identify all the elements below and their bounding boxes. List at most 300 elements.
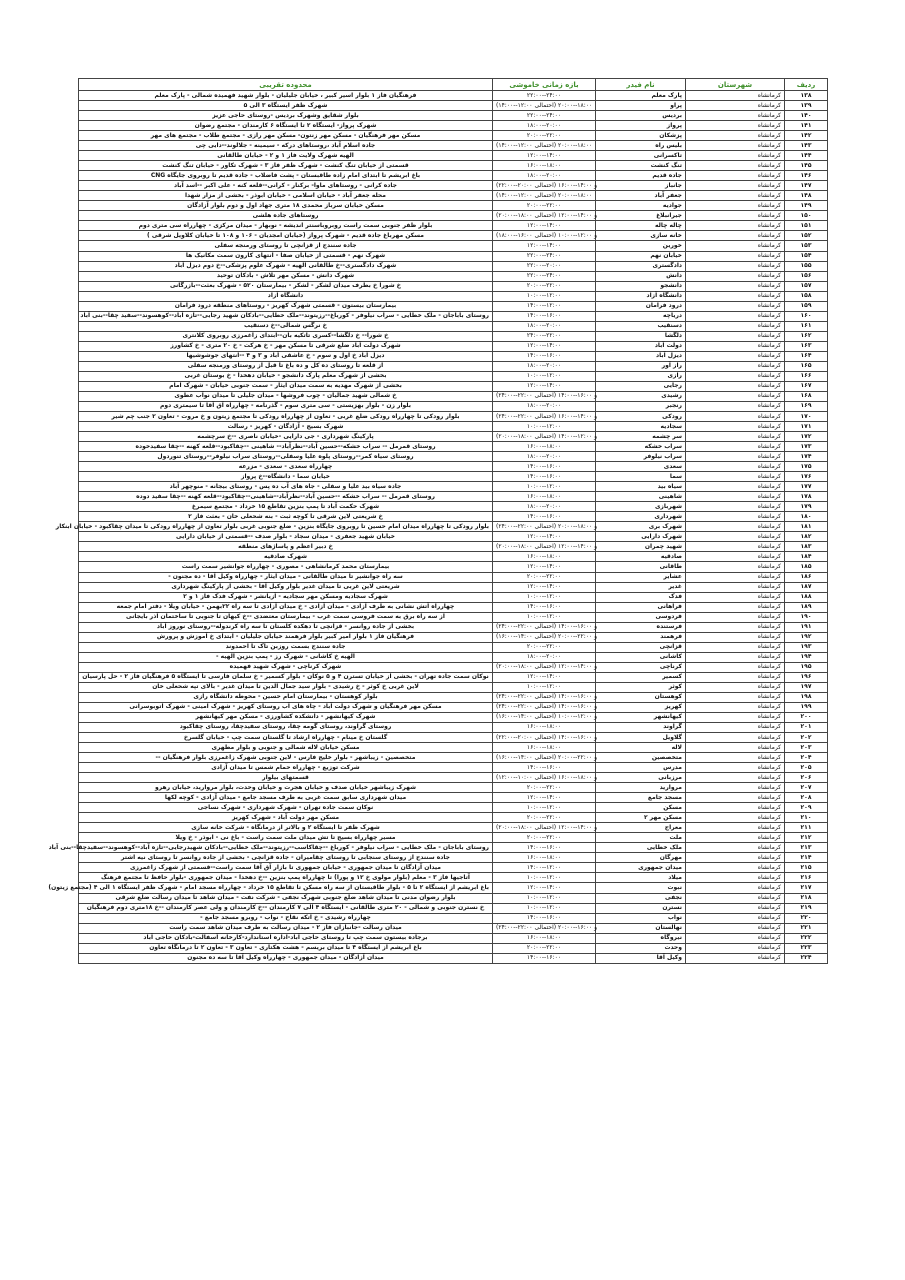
city-cell: کرمانشاه xyxy=(686,351,785,361)
row-number-cell: ۲۰۷ xyxy=(785,783,828,793)
row-number-cell: ۲۲۳ xyxy=(785,943,828,953)
outage-time-cell: ۱۸:۰۰--۲۰:۰۰ xyxy=(493,171,596,181)
city-cell: کرمانشاه xyxy=(686,662,785,672)
table-row xyxy=(79,833,828,843)
area-cell: مسکن مهر فرهنگیان - مسکن مهر زنتون- مسکن مهر رازی - مجتمع طلاب - مجتمع های مهر xyxy=(79,131,493,141)
outage-time-cell: ۱۲:۰۰--۱۴:۰۰ xyxy=(493,562,596,572)
feeder-name-cell: سما xyxy=(596,472,686,482)
area-cell: شهرک سجادیه ومسکن مهر سجادیه - آزیانشر - شهرک فدک فاز ۱ و ۲ xyxy=(79,592,493,602)
table-row xyxy=(79,131,828,141)
outage-time-cell: ۱۰:۰۰--۱۲:۰۰ xyxy=(493,291,596,301)
outage-time-cell: ۱۸:۰۰--۲۰:۰۰ xyxy=(493,361,596,371)
header-approximate-area: محدوده تقریبی xyxy=(79,79,493,91)
feeder-name-cell: شهربازی xyxy=(596,502,686,512)
city-cell: کرمانشاه xyxy=(686,542,785,552)
feeder-name-cell: رشیدی xyxy=(596,391,686,401)
table-row xyxy=(79,171,828,181)
outage-time-cell: ۲۲:۰۰--۲۴:۰۰ xyxy=(493,111,596,121)
outage-time-cell: ۱۲:۰۰--۱۴:۰۰ xyxy=(493,672,596,682)
table-row xyxy=(79,291,828,301)
outage-time-cell: (احتمالی ۱۶:۰۰--۱۸:۰۰) و ۱۲:۰۰--۱۰:۰۰ xyxy=(493,231,596,241)
feeder-name-cell: تاکسرانی xyxy=(596,151,686,161)
row-number-cell: ۱۴۱ xyxy=(785,121,828,131)
area-cell: چهارراه سعدی - سعدی - مزرعه xyxy=(79,462,493,472)
row-number-cell: ۱۵۳ xyxy=(785,241,828,251)
city-cell: کرمانشاه xyxy=(686,692,785,702)
row-number-cell: ۱۴۴ xyxy=(785,151,828,161)
outage-table-wrapper xyxy=(48,78,827,964)
table-row xyxy=(79,231,828,241)
table-row xyxy=(79,652,828,662)
area-cell: دیزل آباد خ اول و سوم - خ عاشقی آباد و ۳ و ۴ --انتهای جوشوشیها xyxy=(79,351,493,361)
table-row xyxy=(79,191,828,201)
row-number-cell: ۱۷۴ xyxy=(785,452,828,462)
outage-time-cell: (احتمالی ۲۲:۰۰--۲۴:۰۰) و ۱۶:۰۰--۱۴:۰۰ xyxy=(493,702,596,712)
area-cell: خ شمالی شهید جمالیان - چوب فروشها - میدان جلیلی تا میدان نوآب عطوی xyxy=(79,391,493,401)
outage-time-cell: ۱۴:۰۰--۱۶:۰۰ xyxy=(493,462,596,472)
table-row xyxy=(79,462,828,472)
outage-time-cell: ۱۰:۰۰--۱۲:۰۰ xyxy=(493,371,596,381)
city-cell: کرمانشاه xyxy=(686,893,785,903)
table-row xyxy=(79,773,828,783)
feeder-name-cell: لاله xyxy=(596,743,686,753)
feeder-name-cell: کهریز xyxy=(596,702,686,712)
feeder-name-cell: نجفی xyxy=(596,893,686,903)
city-cell: کرمانشاه xyxy=(686,391,785,401)
city-cell: کرمانشاه xyxy=(686,953,785,963)
table-row xyxy=(79,381,828,391)
table-row xyxy=(79,893,828,903)
outage-time-cell: ۲۲:۰۰--۲۴:۰۰ xyxy=(493,251,596,261)
feeder-name-cell: شهرک دارایی xyxy=(596,532,686,542)
city-cell: کرمانشاه xyxy=(686,321,785,331)
row-number-cell: ۱۸۲ xyxy=(785,532,828,542)
city-cell: کرمانشاه xyxy=(686,422,785,432)
table-row xyxy=(79,843,828,853)
city-cell: کرمانشاه xyxy=(686,682,785,692)
row-number-cell: ۱۷۵ xyxy=(785,462,828,472)
outage-time-cell: ۱۸:۰۰--۲۰:۰۰ xyxy=(493,502,596,512)
table-row xyxy=(79,401,828,411)
area-cell: روستای قمرمل -- سراب خشکه--حسین آباد--نظرآباد-- شاهینی --چقاکبود--قلعه کهنه --چقا سفیدخوده xyxy=(79,442,493,452)
feeder-name-cell: دسنقیب xyxy=(596,321,686,331)
row-number-cell: ۲۰۹ xyxy=(785,803,828,813)
row-number-cell: ۱۷۷ xyxy=(785,482,828,492)
feeder-name-cell: فردوسی xyxy=(596,612,686,622)
outage-time-cell: ۱۲:۰۰--۱۴:۰۰ xyxy=(493,532,596,542)
row-number-cell: ۲۱۵ xyxy=(785,863,828,873)
outage-time-cell: ۲۰:۰۰--۲۲:۰۰ xyxy=(493,201,596,211)
table-row xyxy=(79,301,828,311)
feeder-name-cell: مرزبانی xyxy=(596,773,686,783)
feeder-name-cell: جیرانبلاغ xyxy=(596,211,686,221)
row-number-cell: ۱۶۴ xyxy=(785,351,828,361)
outage-time-cell: ۱۲:۰۰--۱۴:۰۰ xyxy=(493,341,596,351)
city-cell: کرمانشاه xyxy=(686,101,785,111)
table-row xyxy=(79,321,828,331)
table-row xyxy=(79,813,828,823)
outage-time-cell: ۲۴:۰۰--۲۲:۰۰ xyxy=(493,331,596,341)
row-number-cell: ۲۰۱ xyxy=(785,722,828,732)
table-row xyxy=(79,823,828,833)
area-cell: میدان شهرداری سابق سمت غربی به طرف مسجد جامع - میدان آزادی - کوچه لکها xyxy=(79,793,493,803)
row-number-cell: ۲۰۲ xyxy=(785,733,828,743)
row-number-cell: ۱۶۶ xyxy=(785,371,828,381)
area-cell: جاده سنندج از روستای سنجابی تا روستای چقامیران - جاده قزانچی - بخشی از جاده روانسر تا روستای نیه اشتر xyxy=(79,853,493,863)
city-cell: کرمانشاه xyxy=(686,803,785,813)
area-cell: الهیه خ کاشانی - شهرک رز - پمپ بنزین الهیه - xyxy=(79,652,493,662)
feeder-name-cell: جوادیه xyxy=(596,201,686,211)
city-cell: کرمانشاه xyxy=(686,712,785,722)
table-row xyxy=(79,712,828,722)
row-number-cell: ۲۰۵ xyxy=(785,763,828,773)
feeder-name-cell: طاقانی xyxy=(596,562,686,572)
table-row xyxy=(79,251,828,261)
area-cell: سه راه جوانشیر تا میدان طالقانی - میدان ایثار - چهارراه وکیل آقا - ده مجنون - xyxy=(79,572,493,582)
feeder-name-cell: فراهانی xyxy=(596,602,686,612)
feeder-name-cell: نواب xyxy=(596,913,686,923)
table-row xyxy=(79,442,828,452)
outage-time-cell: (احتمالی ۲۰:۰۰--۲۲:۰۰) و ۱۶:۰۰--۱۴:۰۰ xyxy=(493,733,596,743)
row-number-cell: ۱۷۳ xyxy=(785,442,828,452)
feeder-name-cell: مسجد جامع xyxy=(596,793,686,803)
area-cell: الهیه شهرک ولایت فاز ۱ و ۲ - خیابان طالقانی xyxy=(79,151,493,161)
outage-time-cell: (احتمالی ۱۸:۰۰--۲۰:۰۰) و ۱۴:۰۰--۱۲:۰۰ xyxy=(493,542,596,552)
feeder-name-cell: رجایی xyxy=(596,381,686,391)
row-number-cell: ۱۷۰ xyxy=(785,412,828,422)
outage-time-cell: (احتمالی ۱۰:۰۰--۱۲:۰۰) و ۱۸:۰۰--۱۶:۰۰ xyxy=(493,773,596,783)
area-cell: مسیر چهارراه بسیج تا تش میدان ملت سمت راست - باغ نی - ابوذر - خ ویلا xyxy=(79,833,493,843)
outage-time-cell: ۱۰:۰۰--۱۲:۰۰ xyxy=(493,612,596,622)
row-number-cell: ۱۷۶ xyxy=(785,472,828,482)
feeder-name-cell: عشایر xyxy=(596,572,686,582)
table-row xyxy=(79,572,828,582)
row-number-cell: ۲۰۶ xyxy=(785,773,828,783)
row-number-cell: ۱۸۵ xyxy=(785,562,828,572)
outage-time-cell: (احتمالی ۱۸:۰۰--۲۰:۰۰) و ۱۴:۰۰--۱۲:۰۰ xyxy=(493,823,596,833)
outage-time-cell: ۱۲:۰۰--۱۴:۰۰ xyxy=(493,381,596,391)
feeder-name-cell: رازی xyxy=(596,371,686,381)
outage-time-cell: ۱۶:۰۰--۱۸:۰۰ xyxy=(493,552,596,562)
outage-time-cell: ۱۰:۰۰--۱۲:۰۰ xyxy=(493,592,596,602)
feeder-name-cell: شهرداری xyxy=(596,512,686,522)
table-row xyxy=(79,933,828,943)
area-cell: آتاجیها فاز ۳ - معلم (بلوار مولوی خ ۱۲ و پورا) تا چهارراه پمپ بنزین --خ دهخدا - میدان جمهوری -بلوار حافظ تا مجتمع فرهنگ xyxy=(79,873,493,883)
table-row xyxy=(79,863,828,873)
feeder-name-cell: صادقیه xyxy=(596,552,686,562)
row-number-cell: ۱۴۰ xyxy=(785,111,828,121)
area-cell: نوکان سمت جاده تهران - شهرک شهرداری - شهرک نساجی xyxy=(79,803,493,813)
feeder-name-cell: مروارید xyxy=(596,783,686,793)
outage-time-cell: ۲۲:۰۰--۲۴:۰۰ xyxy=(493,271,596,281)
city-cell: کرمانشاه xyxy=(686,562,785,572)
feeder-name-cell: کوهستان xyxy=(596,692,686,702)
row-number-cell: ۱۸۸ xyxy=(785,592,828,602)
area-cell: مسکن مهر دولت آباد - شهرک کهریز xyxy=(79,813,493,823)
area-cell: روستای قمرمل -- سراب خشکه --حسین آباد--نظرآباد--شاهینی--چقاکبود--قلعه کهنه --چقا سفید دوده xyxy=(79,492,493,502)
city-cell: کرمانشاه xyxy=(686,702,785,712)
city-cell: کرمانشاه xyxy=(686,311,785,321)
city-cell: کرمانشاه xyxy=(686,401,785,411)
outage-time-cell: (احتمالی ۱۴:۰۰--۱۶:۰۰) و ۲۲:۰۰--۲۰:۰۰ xyxy=(493,632,596,642)
outage-time-cell: ۱۶:۰۰--۱۸:۰۰ xyxy=(493,853,596,863)
table-row xyxy=(79,753,828,763)
row-number-cell: ۱۳۸ xyxy=(785,91,828,101)
city-cell: کرمانشاه xyxy=(686,171,785,181)
outage-time-cell: ۱۶:۰۰--۱۸:۰۰ xyxy=(493,933,596,943)
feeder-name-cell: گلاویل xyxy=(596,733,686,743)
area-cell: باغ ابریشم از ایستگاه ۴ تا میدان بریسم - هشت هکتاری - تعاون ۳ - تعاون ۲ تا درمانگاه تعاون xyxy=(79,943,493,953)
feeder-name-cell: جعفر آباد xyxy=(596,191,686,201)
row-number-cell: ۱۵۴ xyxy=(785,251,828,261)
outage-time-cell: ۲۰:۰۰--۲۲:۰۰ xyxy=(493,572,596,582)
outage-time-cell: (احتمالی ۱۸:۰۰--۲۰:۰۰) و ۱۴:۰۰--۱۲:۰۰ xyxy=(493,211,596,221)
feeder-name-cell: نیروگاه xyxy=(596,933,686,943)
row-number-cell: ۱۸۶ xyxy=(785,572,828,582)
city-cell: کرمانشاه xyxy=(686,873,785,883)
row-number-cell: ۱۵۸ xyxy=(785,291,828,301)
city-cell: کرمانشاه xyxy=(686,111,785,121)
feeder-name-cell: رودکی xyxy=(596,412,686,422)
city-cell: کرمانشاه xyxy=(686,462,785,472)
area-cell: مسکن مهرباغ جاده قدیم - شهرک پرواز (خیابان امجدیان - ۱۰۶ و ۱۰۸ تا خیابان کلاویل شرقی ) xyxy=(79,231,493,241)
feeder-name-cell: دانشگاه آزاد xyxy=(596,291,686,301)
table-row xyxy=(79,672,828,682)
row-number-cell: ۱۹۷ xyxy=(785,682,828,692)
row-number-cell: ۱۹۱ xyxy=(785,622,828,632)
outage-time-cell: ۱۰:۰۰--۱۲:۰۰ xyxy=(493,873,596,883)
area-cell: جاده سیاه بید علیا و سفلی - جاه های آب ده پس - روستای بیجانه - منوچهر آباد xyxy=(79,482,493,492)
row-number-cell: ۱۹۸ xyxy=(785,692,828,702)
row-number-cell: ۲۰۸ xyxy=(785,793,828,803)
row-number-cell: ۱۹۹ xyxy=(785,702,828,712)
city-cell: کرمانشاه xyxy=(686,412,785,422)
outage-time-cell: ۲۰:۰۰--۲۲:۰۰ xyxy=(493,281,596,291)
feeder-name-cell: فدک xyxy=(596,592,686,602)
feeder-name-cell: شاهینی xyxy=(596,492,686,502)
feeder-name-cell: پارک معلم xyxy=(596,91,686,101)
city-cell: کرمانشاه xyxy=(686,783,785,793)
table-row xyxy=(79,412,828,422)
outage-time-cell: ۱۴:۰۰--۱۲:۰۰ xyxy=(493,301,596,311)
table-row xyxy=(79,662,828,672)
city-cell: کرمانشاه xyxy=(686,943,785,953)
area-cell: بلوار ظفر جنوبی سمت راست روبروباسنتر اندیشه - نوبهار - میدان مرکزی - چهارراه سی متری دوم xyxy=(79,221,493,231)
row-number-cell: ۱۳۹ xyxy=(785,101,828,111)
area-cell: مسکن مهر فرهنگیان و شهرک دولت آباد - چاه های آب روستای کهریز - شهرک امینی - شهرک اتوبوسرانی xyxy=(79,702,493,712)
area-cell: بلوار شقایق وشهرک بردیس -روستای حاجی عزیز xyxy=(79,111,493,121)
area-cell: بلوار رودکی تا چهارراه میدان امام حسین تا روبروی جایگاه بنزین - ضلع جنوبی غربی بلوار تعاون از چهارراه رودکی تا میدان چقاکبود - خیابان ابنکار xyxy=(79,522,493,532)
outage-time-cell: ۲۰:۰۰--۲۲:۰۰ xyxy=(493,642,596,652)
outage-time-cell: ۱۲:۰۰--۱۴:۰۰ xyxy=(493,241,596,251)
table-row xyxy=(79,692,828,702)
feeder-name-cell: کوثر xyxy=(596,682,686,692)
feeder-name-cell: سر چشمه xyxy=(596,432,686,442)
area-cell: فرهنگیان فاز ۱ بلوار امیر کبیر بلوار فرهمند خیابان جلیلیان - ابتدای خ آموزش و پرورش xyxy=(79,632,493,642)
table-row xyxy=(79,542,828,552)
area-cell: مسکن خیابان لاله شمالی و جنوبی و بلوار مطهری xyxy=(79,743,493,753)
city-cell: کرمانشاه xyxy=(686,482,785,492)
area-cell: قسمتهای بیلوار xyxy=(79,773,493,783)
area-cell: لاین غربی خ کوثر - خ رشیدی - بلوار سید جمال الدین تا میدان غدیر - بالای تپه شحعلی خان xyxy=(79,682,493,692)
table-row xyxy=(79,311,828,321)
feeder-name-cell: مدرس xyxy=(596,763,686,773)
feeder-name-cell: جانباز xyxy=(596,181,686,191)
feeder-name-cell: ملت xyxy=(596,833,686,843)
city-cell: کرمانشاه xyxy=(686,833,785,843)
feeder-name-cell: خانه سازی xyxy=(596,231,686,241)
area-cell: فرهنگیان فاز ۱ بلوار اسیر کبیر ، خیابان جلیلیان - بلوار شهید فهمیده شمالی - پارک معلم xyxy=(79,91,493,101)
city-cell: کرمانشاه xyxy=(686,813,785,823)
table-row xyxy=(79,682,828,692)
area-cell: شهرک پرواز- ایستگاه ۲ تا ایستگاه ۶ کارمندان - مجتمع رضوان xyxy=(79,121,493,131)
table-row xyxy=(79,913,828,923)
table-row xyxy=(79,141,828,151)
row-number-cell: ۱۹۲ xyxy=(785,632,828,642)
outage-time-cell: (احتمالی ۱۸:۰۰--۲۰:۰۰) و ۱۲:۰۰--۱۴:۰۰ xyxy=(493,432,596,442)
area-cell: روستاهای جاده هلشی xyxy=(79,211,493,221)
table-row xyxy=(79,391,828,401)
area-cell: خیابان شهید جعفری - میدان سجاد - بلوار صدف --قسمتی از خیابان دارایی xyxy=(79,532,493,542)
table-header-row xyxy=(79,79,828,91)
table-row xyxy=(79,351,828,361)
table-row xyxy=(79,91,828,101)
city-cell: کرمانشاه xyxy=(686,582,785,592)
outage-time-cell: ۱۴:۰۰--۱۶:۰۰ xyxy=(493,602,596,612)
city-cell: کرمانشاه xyxy=(686,592,785,602)
area-cell: شهرک دولت آباد ضلع شرقی تا مسکن مهر - خ هرکت - خ ۲۰ متری - خ کشاورز xyxy=(79,341,493,351)
feeder-name-cell: رنجبر xyxy=(596,401,686,411)
table-row xyxy=(79,502,828,512)
area-cell: شهرک زیباشهر خیابان صدف و خیابان هجرت و خیابان وحدت، بلوار مروارید، خیابان رهرو xyxy=(79,783,493,793)
area-cell: مسکن خیابان سرباز محمدی ۱۸ متری جهاد اول و دوم بلوار آزادگان xyxy=(79,201,493,211)
city-cell: کرمانشاه xyxy=(686,472,785,482)
feeder-name-cell: وحدت xyxy=(596,943,686,953)
area-cell: از قلعه تا روستای ده کل و ده باغ تا قبل از روستای ورمنجه سفلی xyxy=(79,361,493,371)
area-cell: بلوار رضوان مدنی تا میدان شاهد ضلع جنوبی شهرک نجفی - شرکت نفت - میدان شاهد تا میدان رسالت ضلع شرقی xyxy=(79,893,493,903)
feeder-name-cell: دانش xyxy=(596,271,686,281)
feeder-name-cell: راز آور xyxy=(596,361,686,371)
feeder-name-cell: خیابان نهم xyxy=(596,251,686,261)
area-cell: باغ ابریشم از ایستگاه ۲ تا ۵ - بلوار طاقبستان از سه راه مسکن تا تقاطع ۱۵ خرداد - چهارراه مسجد امام - شهرک ظفر ایستگاه ۱ الی ۴ (مجتمع زیتون) xyxy=(79,883,493,893)
outage-time-cell: ۱۲:۰۰--۱۴:۰۰ xyxy=(493,883,596,893)
outage-time-cell: ۱۶:۰۰--۱۸:۰۰ xyxy=(493,442,596,452)
city-cell: کرمانشاه xyxy=(686,652,785,662)
table-row xyxy=(79,151,828,161)
table-row xyxy=(79,582,828,592)
header-feeder-name: نام فیدر xyxy=(596,79,686,91)
row-number-cell: ۲۱۱ xyxy=(785,823,828,833)
outage-time-cell: ۱۸:۰۰--۲۰:۰۰ xyxy=(493,321,596,331)
area-cell: خ شریعتی لاین شرقی تا کوچه ثبت - بنه شحعلی خان - بعثت فاز ۲ xyxy=(79,512,493,522)
table-row xyxy=(79,181,828,191)
area-cell: شهرک ظفر ایستگاه ۳ الی ۵ xyxy=(79,101,493,111)
table-row xyxy=(79,562,828,572)
outage-time-cell: ۱۶:۰۰--۱۸:۰۰ xyxy=(493,743,596,753)
table-row xyxy=(79,702,828,712)
row-number-cell: ۱۶۱ xyxy=(785,321,828,331)
area-cell: خ دبیر اعظم و پاساژهای منطقه xyxy=(79,542,493,552)
table-row xyxy=(79,331,828,341)
feeder-name-cell: غدیر xyxy=(596,582,686,592)
table-row xyxy=(79,121,828,131)
area-cell: جاده سنندج بسمت روزبن تاک تا احمدوند xyxy=(79,642,493,652)
row-number-cell: ۱۴۹ xyxy=(785,201,828,211)
table-row xyxy=(79,733,828,743)
outage-time-cell: (احتمالی ۱۴:۰۰--۱۶:۰۰) و ۲۲:۰۰--۲۰:۰۰ xyxy=(493,753,596,763)
area-cell: بیمارستان بیستون - قسمتی شهرک کهریز - روستاهای منطقه درود فرامان xyxy=(79,301,493,311)
feeder-name-cell: کیهانشهر xyxy=(596,712,686,722)
city-cell: کرمانشاه xyxy=(686,301,785,311)
feeder-name-cell: میدان جمهوری xyxy=(596,863,686,873)
header-outage-time: بازه زمانی خاموشی xyxy=(493,79,596,91)
city-cell: کرمانشاه xyxy=(686,442,785,452)
feeder-name-cell: شهرک بری xyxy=(596,522,686,532)
row-number-cell: ۱۴۸ xyxy=(785,191,828,201)
row-number-cell: ۱۵۷ xyxy=(785,281,828,291)
outage-time-cell: ۲۰:۰۰--۲۲:۰۰ xyxy=(493,833,596,843)
table-row xyxy=(79,221,828,231)
area-cell: بلوار زن - بلوار بهزیستی - سی متری سوم - گذرنامه - چهارراه آق آقا تا سیمتری دوم xyxy=(79,401,493,411)
row-number-cell: ۲۱۲ xyxy=(785,833,828,843)
row-number-cell: ۲۰۳ xyxy=(785,743,828,753)
feeder-name-cell: شهید چمران xyxy=(596,542,686,552)
outage-time-cell: ۱۰:۰۰--۱۲:۰۰ xyxy=(493,682,596,692)
city-cell: کرمانشاه xyxy=(686,271,785,281)
feeder-name-cell: سراب خشکه xyxy=(596,442,686,452)
outage-time-cell: ۲۰:۰۰--۲۲:۰۰ xyxy=(493,783,596,793)
feeder-name-cell: جاده قدیم xyxy=(596,171,686,181)
row-number-cell: ۱۷۱ xyxy=(785,422,828,432)
feeder-name-cell: خورین xyxy=(596,241,686,251)
feeder-name-cell: مهرگان xyxy=(596,853,686,863)
row-number-cell: ۱۸۴ xyxy=(785,552,828,562)
city-cell: کرمانشاه xyxy=(686,221,785,231)
city-cell: کرمانشاه xyxy=(686,933,785,943)
table-row xyxy=(79,923,828,933)
outage-time-cell: ۱۴:۰۰--۱۶:۰۰ xyxy=(493,512,596,522)
area-cell: گلستان خ مینام - چهارراه ارشاد تا گلستان سمت چپ - خیابان گلسرخ xyxy=(79,733,493,743)
city-cell: کرمانشاه xyxy=(686,612,785,622)
city-cell: کرمانشاه xyxy=(686,793,785,803)
table-row xyxy=(79,281,828,291)
row-number-cell: ۲۱۸ xyxy=(785,893,828,903)
city-cell: کرمانشاه xyxy=(686,371,785,381)
row-number-cell: ۱۴۳ xyxy=(785,141,828,151)
feeder-name-cell: پراو xyxy=(596,101,686,111)
row-number-cell: ۱۶۷ xyxy=(785,381,828,391)
row-number-cell: ۱۸۳ xyxy=(785,542,828,552)
table-row xyxy=(79,642,828,652)
table-row xyxy=(79,903,828,913)
outage-time-cell: ۱۶:۰۰--۱۸:۰۰ xyxy=(493,722,596,732)
city-cell: کرمانشاه xyxy=(686,331,785,341)
outage-time-cell: ۱۴:۰۰--۱۶:۰۰ xyxy=(493,763,596,773)
feeder-name-cell: کرناچی xyxy=(596,662,686,672)
area-cell: شرکت توزیع - چهارراه حمام شمس تا میدان آزادی xyxy=(79,763,493,773)
area-cell: شهرک ظفر تا ایستگاه ۲ و بالاتر از درمانگاه - شرکت خانه سازی xyxy=(79,823,493,833)
area-cell: خ شورا-- خ دلگشا--کسری تاتکیه بان--ابتدای زاغمرزی روبروی کلانتری xyxy=(79,331,493,341)
area-cell: خ شورا خ بطرف میدان لشکر - لشکر - بیمارستان ۵۲۰ - شهرک بعثت--بازرگانی xyxy=(79,281,493,291)
table-row xyxy=(79,101,828,111)
outage-time-cell: ۱۲:۰۰--۱۴:۰۰ xyxy=(493,793,596,803)
area-cell: دانشگاه آزاد xyxy=(79,291,493,301)
row-number-cell: ۱۸۰ xyxy=(785,512,828,522)
table-row xyxy=(79,482,828,492)
area-cell: روستای سیاه کمر--روستای پلوه علیا وسفلی--روستای سراب نیلوفر--روستای تنوردول xyxy=(79,452,493,462)
outage-time-cell: (احتمالی ۱۲:۰۰--۱۴:۰۰) ۱۸:۰۰--۲۰:۰۰ xyxy=(493,191,596,201)
outage-time-cell: ۱۶:۰۰--۱۸:۰۰ xyxy=(493,492,596,502)
